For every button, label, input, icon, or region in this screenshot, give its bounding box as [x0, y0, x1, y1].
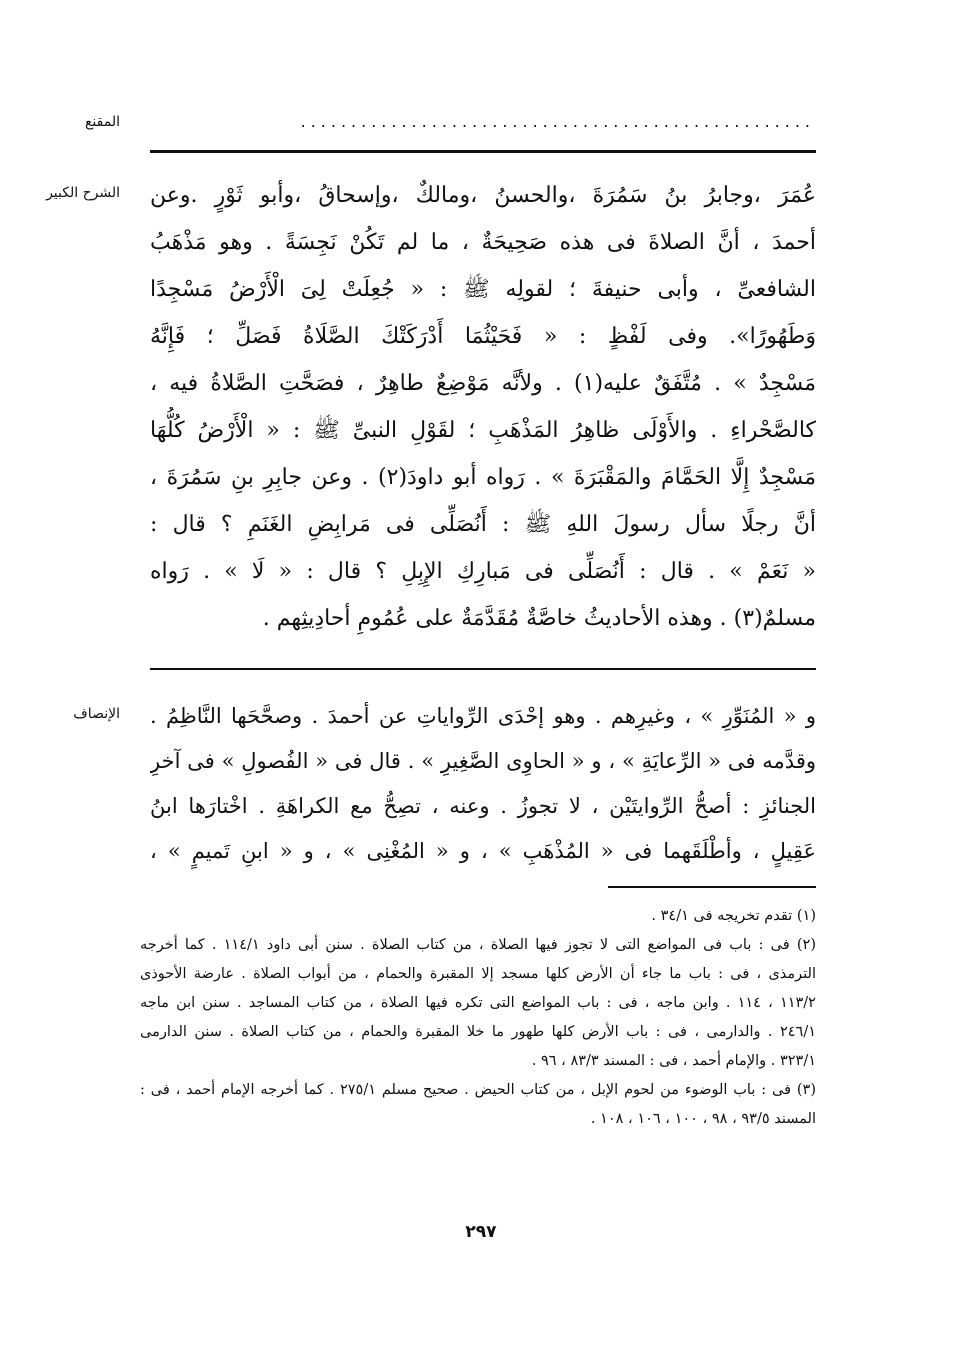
sharh-line: عُمَرَ ،وجابرُ بنُ سَمُرَةَ ،والحسنُ ،ومالكٌ ،وإسحاقُ ،وأبو ثَوْرٍ .وعن [150, 183, 816, 208]
insaf-line: الجنائزِ : أصحُّ الرِّوايتَيْن ، لا تجوزُ . وعنه ، تصِحُّ مع الكراهَةِ . اخْتارَها ابنُ [150, 794, 816, 818]
footnote-line: ٢٤٦/١ . والدارمى ، فى : باب الأرض كلها طهور ما خلا المقبرة والحمام ، من كتاب الصلاة . سنن الدارمى [140, 1024, 816, 1040]
running-title: المقنع [84, 114, 120, 130]
section-divider [150, 668, 816, 670]
insaf-line: وقدَّمه فى « الرِّعايَةِ » ، و « الحاوِى الصَّغِيرِ » . قال فى « الفُصولِ » فى آخرِ [150, 749, 816, 773]
page-number: ٢٩٧ [465, 1222, 497, 1242]
sharh-line: وَطَهُورًا». وفى لَفْظٍ : « فَحَيْثُمَا أَدْرَكَتْكَ الصَّلَاةُ فَصَلِّ ؛ فَإِنَّهُ [150, 324, 816, 349]
sharh-line: أنَّ رجلًا سأل رسولَ اللهِ ﷺ : أَنُصَلِّى فى مَرابِضِ الغَنَمِ ؟ قال : [150, 512, 816, 537]
footnote-line: الترمذى ، فى : باب ما جاء أن الأرض كلها مسجد إلا المقبرة والحمام ، من أبواب الصلاة . عارضة الأحوذى [140, 966, 816, 982]
sharh-line: « نَعَمْ » . قال : أَنُصَلِّى فى مَبارِكِ الإِبِلِ ؟ قال : « لَا » . رَواه [150, 559, 816, 584]
insaf-label: الإنصاف [73, 706, 120, 722]
sharh-label: الشرح الكبير [46, 185, 120, 201]
sharh-line: مسلمٌ(٣) . وهذه الأحاديثُ خاصَّةٌ مُقَدَّمَةٌ على عُمُومِ أحادِيثِهم . [262, 606, 816, 631]
footnote-line: (٢) فى : باب فى المواضع التى لا تجوز فيها الصلاة ، من كتاب الصلاة . سنن أبى داود ١١٤/١ . كما أخرجه [140, 937, 816, 953]
sharh-line: مَسْجِدٌ إِلَّا الحَمَّامَ والمَقْبَرَةَ » . رَواه أبو داودَ(٢) . وعن جابِرِ بنِ سَمُرَةَ ، [150, 465, 816, 490]
header-rule [150, 150, 816, 153]
insaf-line: عَقِيلٍ ، وأطْلَقَهما فى « المُذْهَبِ » ، و « المُغْنِى » ، و « ابنِ تَميمٍ » ، [150, 839, 816, 863]
header-dotted-line: ................................................... [300, 112, 815, 131]
footnote-line: (١) تقدم تخريجه فى ٣٤/١ . [651, 908, 816, 924]
sharh-line: كالصَّحْراءِ . والأَوْلَى ظاهِرُ المَذْهَبِ ؛ لقَوْلِ النبىِّ ﷺ : « الْأَرْضُ كُلُّهَا [150, 418, 816, 443]
footnotes [140, 902, 816, 1134]
sharh-line: مَسْجِدٌ » . مُتَّفَقٌ عليه(١) . ولأنَّه مَوْضِعٌ طاهِرٌ ، فصَحَّتِ الصَّلاةُ فيه ، [150, 371, 816, 396]
sharh-line: الشافعىِّ ، وأبى حنيفةَ ؛ لقولِه ﷺ : « جُعِلَتْ لِىَ الْأَرْضُ مَسْجِدًا [150, 277, 816, 302]
insaf-line: و « المُنَوِّرِ » ، وغيرِهم . وهو إحْدَى الرِّواياتِ عن أحمدَ . وصحَّحَها النَّاظِمُ . [150, 704, 816, 728]
insaf-text [150, 694, 816, 874]
sharh-text [150, 172, 816, 642]
footnote-line: المسند ٩٣/٥ ، ٩٨ ، ١٠٠ ، ١٠٦ ، ١٠٨ . [590, 1111, 816, 1127]
footnote-rule [608, 886, 816, 888]
footnote-line: ١١٣/٢ ، ١١٤ . وابن ماجه ، فى : باب المواضع التى تكره فيها الصلاة ، من كتاب المساجد . سنن ابن ماجه [140, 995, 816, 1011]
footnote-line: (٣) فى : باب الوضوء من لحوم الإبل ، من كتاب الحيض . صحيح مسلم ٢٧٥/١ . كما أخرجه الإمام أحمد ، فى : [140, 1082, 816, 1098]
footnote-line: ٣٢٣/١ . والإمام أحمد ، فى : المسند ٨٣/٣ ، ٩٦ . [531, 1053, 816, 1069]
sharh-line: أحمدَ ، أنَّ الصلاةَ فى هذه صَحِيحَةٌ ، ما لم تَكُنْ نَجِسَةً . وهو مَذْهَبُ [150, 230, 816, 255]
